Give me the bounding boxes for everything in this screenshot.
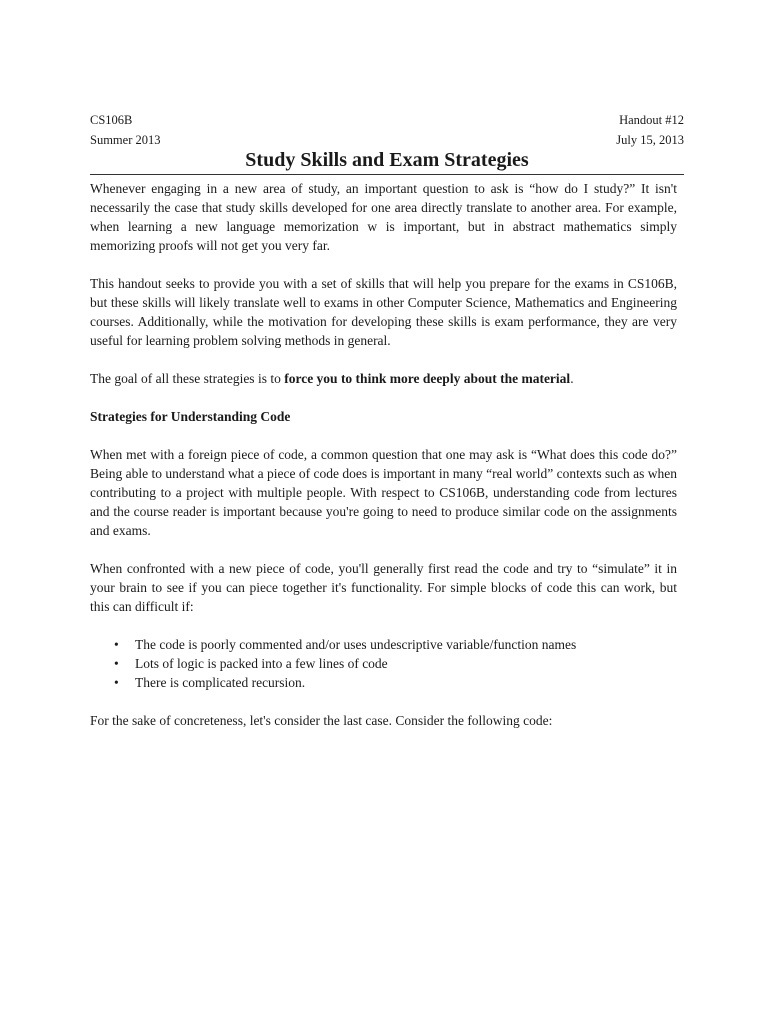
list-item bbox=[90, 673, 677, 692]
spacer bbox=[90, 388, 677, 407]
list-item-text: The code is poorly commented and/or uses undescriptive variable/function names bbox=[135, 637, 577, 652]
bullet-marker: • bbox=[114, 675, 119, 690]
list-item bbox=[90, 654, 677, 673]
spacer bbox=[90, 426, 677, 445]
course-code: CS106B bbox=[90, 113, 133, 127]
paragraph-simulate: When confronted with a new piece of code, you'll generally first read the code and try to “simulate” it in your brain to see if you can piece together it's functionality. For simple blocks of code this can work, but this can difficult if: bbox=[90, 561, 677, 614]
paragraph-purpose: This handout seeks to provide you with a set of skills that will help you prepare for the exams in CS106B, but these skills will likely translate well to exams in other Computer Science, Mathematics and Engineering courses. Additionally, while the motivation for developing these skills is exam performance, they are very useful for learning problem solving methods in general. bbox=[90, 276, 677, 348]
bullet-marker: • bbox=[114, 656, 119, 671]
handout-date: July 15, 2013 bbox=[616, 133, 684, 147]
spacer bbox=[90, 540, 677, 559]
document-body bbox=[90, 179, 677, 730]
list-item-text: There is complicated recursion. bbox=[135, 675, 306, 690]
spacer bbox=[90, 692, 677, 711]
term: Summer 2013 bbox=[90, 133, 161, 147]
spacer bbox=[90, 255, 677, 274]
list-item bbox=[90, 635, 677, 654]
document-title: Study Skills and Exam Strategies bbox=[245, 149, 529, 171]
goal-suffix: . bbox=[570, 371, 574, 386]
handout-number: Handout #12 bbox=[619, 113, 684, 127]
bullet-marker: • bbox=[114, 637, 119, 652]
paragraph-foreign-code: When met with a foreign piece of code, a common question that one may ask is “What does this code do?” Being able to understand what a piece of code does is important in many “real world” contexts such as when contributing to a project with multiple people. With respect to CS106B, understanding code from lectures and the course reader is important because you're going to need to produce similar code on the assignments and exams. bbox=[90, 447, 677, 538]
goal-emphasis: force you to think more deeply about the material bbox=[284, 371, 571, 386]
spacer bbox=[90, 350, 677, 369]
section-heading: Strategies for Understanding Code bbox=[90, 409, 291, 424]
paragraph-intro: Whenever engaging in a new area of study, an important question to ask is “how do I study?” It isn't necessarily the case that study skills developed for one area directly translate to another area. For example, when learning a new language memorization w is important, but in abstract mathematics simply memorizing proofs will not get you very far. bbox=[90, 181, 677, 253]
paragraph-concreteness: For the sake of concreteness, let's consider the last case. Consider the following code: bbox=[90, 713, 553, 728]
title-rule bbox=[90, 174, 684, 175]
difficulty-list bbox=[90, 635, 677, 692]
paragraph-goal bbox=[90, 369, 677, 388]
list-item-text: Lots of logic is packed into a few lines of code bbox=[135, 656, 388, 671]
spacer bbox=[90, 616, 677, 635]
goal-prefix: The goal of all these strategies is to bbox=[90, 371, 285, 386]
header-row-top bbox=[90, 112, 684, 128]
